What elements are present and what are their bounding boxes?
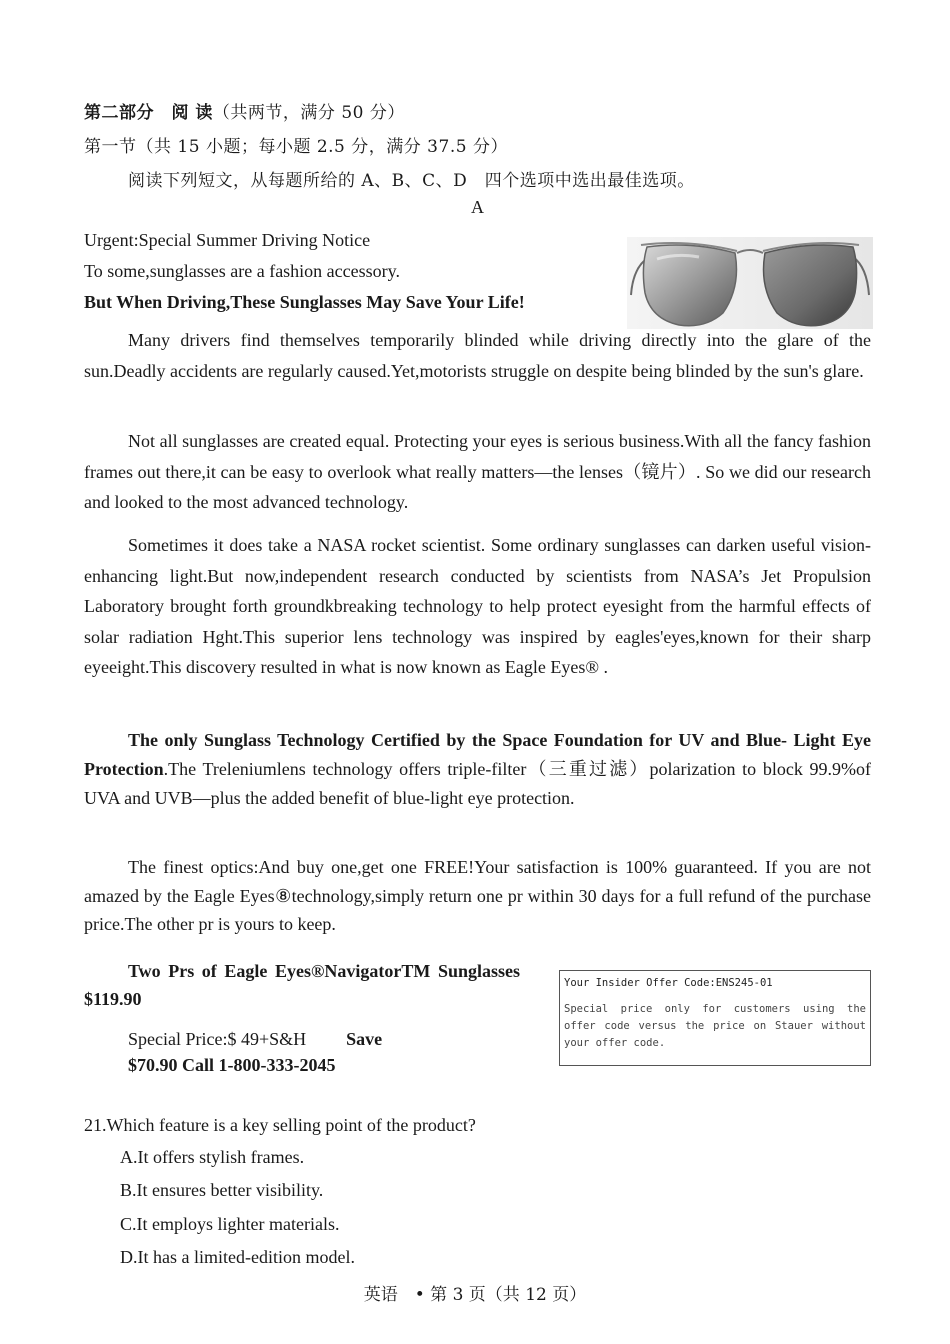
certification-headline: The only Sunglass Technology Certified by the Space Foundation for UV and Blue- Light Eye Protection (84, 730, 871, 779)
paragraph-glare: Many drivers find themselves temporarily blinded while driving directly into the glare of the sun.Deadly accidents are regularly caused.Yet,motorists struggle on despite being blinded by the sun's glare. (84, 330, 871, 381)
page-footer: 英语 • 第 3 页（共 12 页） (363, 1285, 587, 1305)
save-label: Save (346, 1029, 383, 1049)
special-price-text: Special Price:$ 49+S&H (128, 1029, 307, 1049)
part-note: （共两节，满分 50 分） (212, 103, 405, 123)
question-stem: 21.Which feature is a key selling point of the product? (84, 1115, 476, 1135)
paragraph-guarantee: The finest optics:And buy one,get one FREE!Your satisfaction is 100% guaranteed. If you are not amazed by the Eagle Eyes⑧technology,simply return one pr within 30 days for a full refund of the purchase price.The other pr is yours to keep. (84, 857, 871, 934)
ad-headline: But When Driving,These Sunglasses May Save Your Life! (84, 292, 525, 312)
option-d: D.It has a limited-edition model. (120, 1247, 355, 1267)
offer-code-description: Special price only for customers using the offer code versus the price on Stauer without your offer code. (564, 1003, 866, 1049)
price-call: $70.90 Call 1-800-333-2045 (128, 1055, 336, 1075)
offer-code-title: Your Insider Offer Code:ENS245-01 (564, 977, 773, 989)
paragraph-nasa: Sometimes it does take a NASA rocket scientist. Some ordinary sunglasses can darken useful vision-enhancing light.But now,independent research conducted by scientists from NASA’s Jet Propulsion Laboratory brought forth groundkbreaking technology to help protect eyesight from the harmful effects of solar radiation Hght.This superior lens technology was inspired by eagles'eyes,known for their sharp eyeeight.This discovery resulted in what is now known as Eagle Eyes® . (84, 535, 871, 677)
ad-tagline: To some,sunglasses are a fashion accessory. (84, 261, 400, 281)
section-heading: 第一节（共 15 小题；每小题 2.5 分，满分 37.5 分） (84, 137, 508, 157)
option-c: C.It employs lighter materials. (120, 1214, 340, 1234)
instruction-text: 阅读下列短文，从每题所给的 A、B、C、D 四个选项中选出最佳选项。 (128, 171, 695, 191)
paragraph-lenses: Not all sunglasses are created equal. Protecting your eyes is serious business.With all the fancy fashion frames out there,it can be easy to overlook what really matters—the lenses（镜片）. So we did our research and looked to the most advanced technology. (84, 431, 871, 512)
price-original: Two Prs of Eagle Eyes®NavigatorTM Sunglasses $119.90 (84, 961, 520, 1009)
offer-code-box (559, 970, 871, 1066)
paragraph-certification (84, 726, 871, 813)
ad-notice-line: Urgent:Special Summer Driving Notice (84, 230, 371, 250)
certification-text: .The Treleniumlens technology offers triple-filter（三重过滤）polarization to block 99.9%of UVA and UVB—plus the added benefit of blue-light eye protection. (84, 759, 871, 808)
option-b: B.It ensures better visibility. (120, 1180, 324, 1200)
sunglasses-image (627, 237, 873, 329)
passage-label: A (471, 197, 484, 217)
part-title: 第二部分 阅 读 (84, 103, 213, 123)
part-heading (84, 98, 405, 123)
price-special (128, 1029, 382, 1050)
option-a: A.It offers stylish frames. (120, 1147, 305, 1167)
